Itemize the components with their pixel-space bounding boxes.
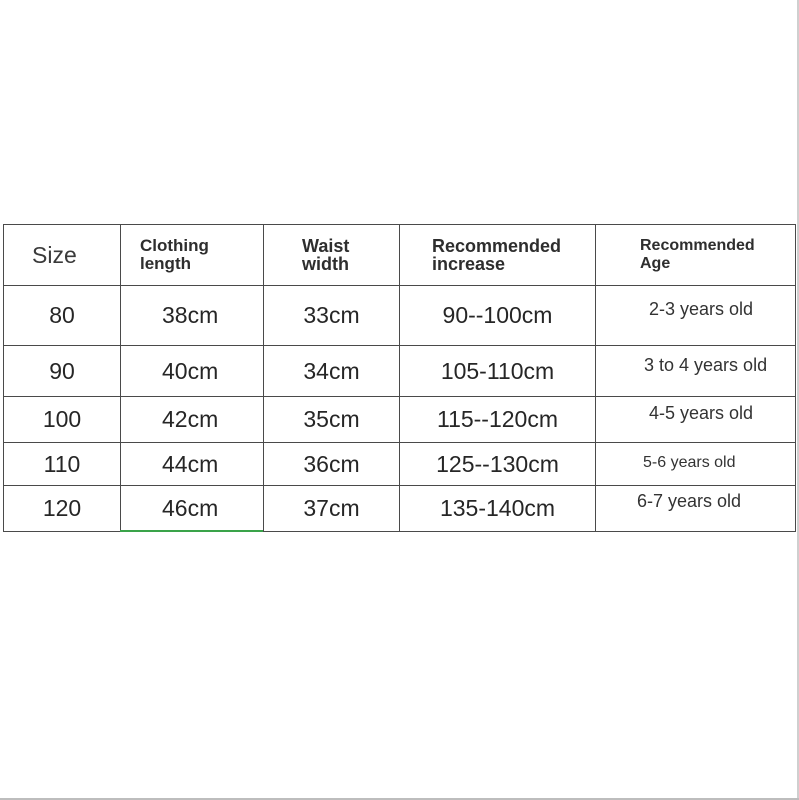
cell-size: 100 [4, 397, 121, 443]
cell-clothing-length: 42cm [121, 397, 264, 443]
header-waist-width: Waist width [264, 225, 400, 286]
header-clothing-length: Clothing length [121, 225, 264, 286]
table-row [4, 443, 796, 486]
header-size: Size [4, 225, 121, 286]
table-row [4, 397, 796, 443]
cell-size: 120 [4, 486, 121, 532]
cell-size: 110 [4, 443, 121, 486]
cell-recommended-age: 4-5 years old [596, 397, 796, 443]
cell-waist-width: 33cm [264, 286, 400, 346]
cell-waist-width: 35cm [264, 397, 400, 443]
cell-clothing-length: 38cm [121, 286, 264, 346]
cell-clothing-length: 44cm [121, 443, 264, 486]
cell-size: 90 [4, 346, 121, 397]
cell-waist-width: 34cm [264, 346, 400, 397]
table-row [4, 346, 796, 397]
green-underline-accent [120, 530, 263, 532]
cell-clothing-length: 40cm [121, 346, 264, 397]
cell-recommended-increase: 115--120cm [400, 397, 596, 443]
cell-recommended-increase: 105-110cm [400, 346, 596, 397]
cell-waist-width: 37cm [264, 486, 400, 532]
size-chart-table [3, 224, 796, 532]
cell-recommended-age: 3 to 4 years old [596, 346, 796, 397]
table-header-row [4, 225, 796, 286]
table-row [4, 486, 796, 532]
cell-recommended-age: 2-3 years old [596, 286, 796, 346]
table-row [4, 286, 796, 346]
cell-size: 80 [4, 286, 121, 346]
cell-recommended-increase: 90--100cm [400, 286, 596, 346]
header-recommended-age: Recommended Age [596, 225, 796, 286]
cell-recommended-age: 6-7 years old [596, 486, 796, 532]
cell-recommended-age: 5-6 years old [596, 443, 796, 486]
cell-clothing-length: 46cm [121, 486, 264, 532]
cell-recommended-increase: 135-140cm [400, 486, 596, 532]
cell-waist-width: 36cm [264, 443, 400, 486]
cell-recommended-increase: 125--130cm [400, 443, 596, 486]
header-recommended-increase: Recommended increase [400, 225, 596, 286]
